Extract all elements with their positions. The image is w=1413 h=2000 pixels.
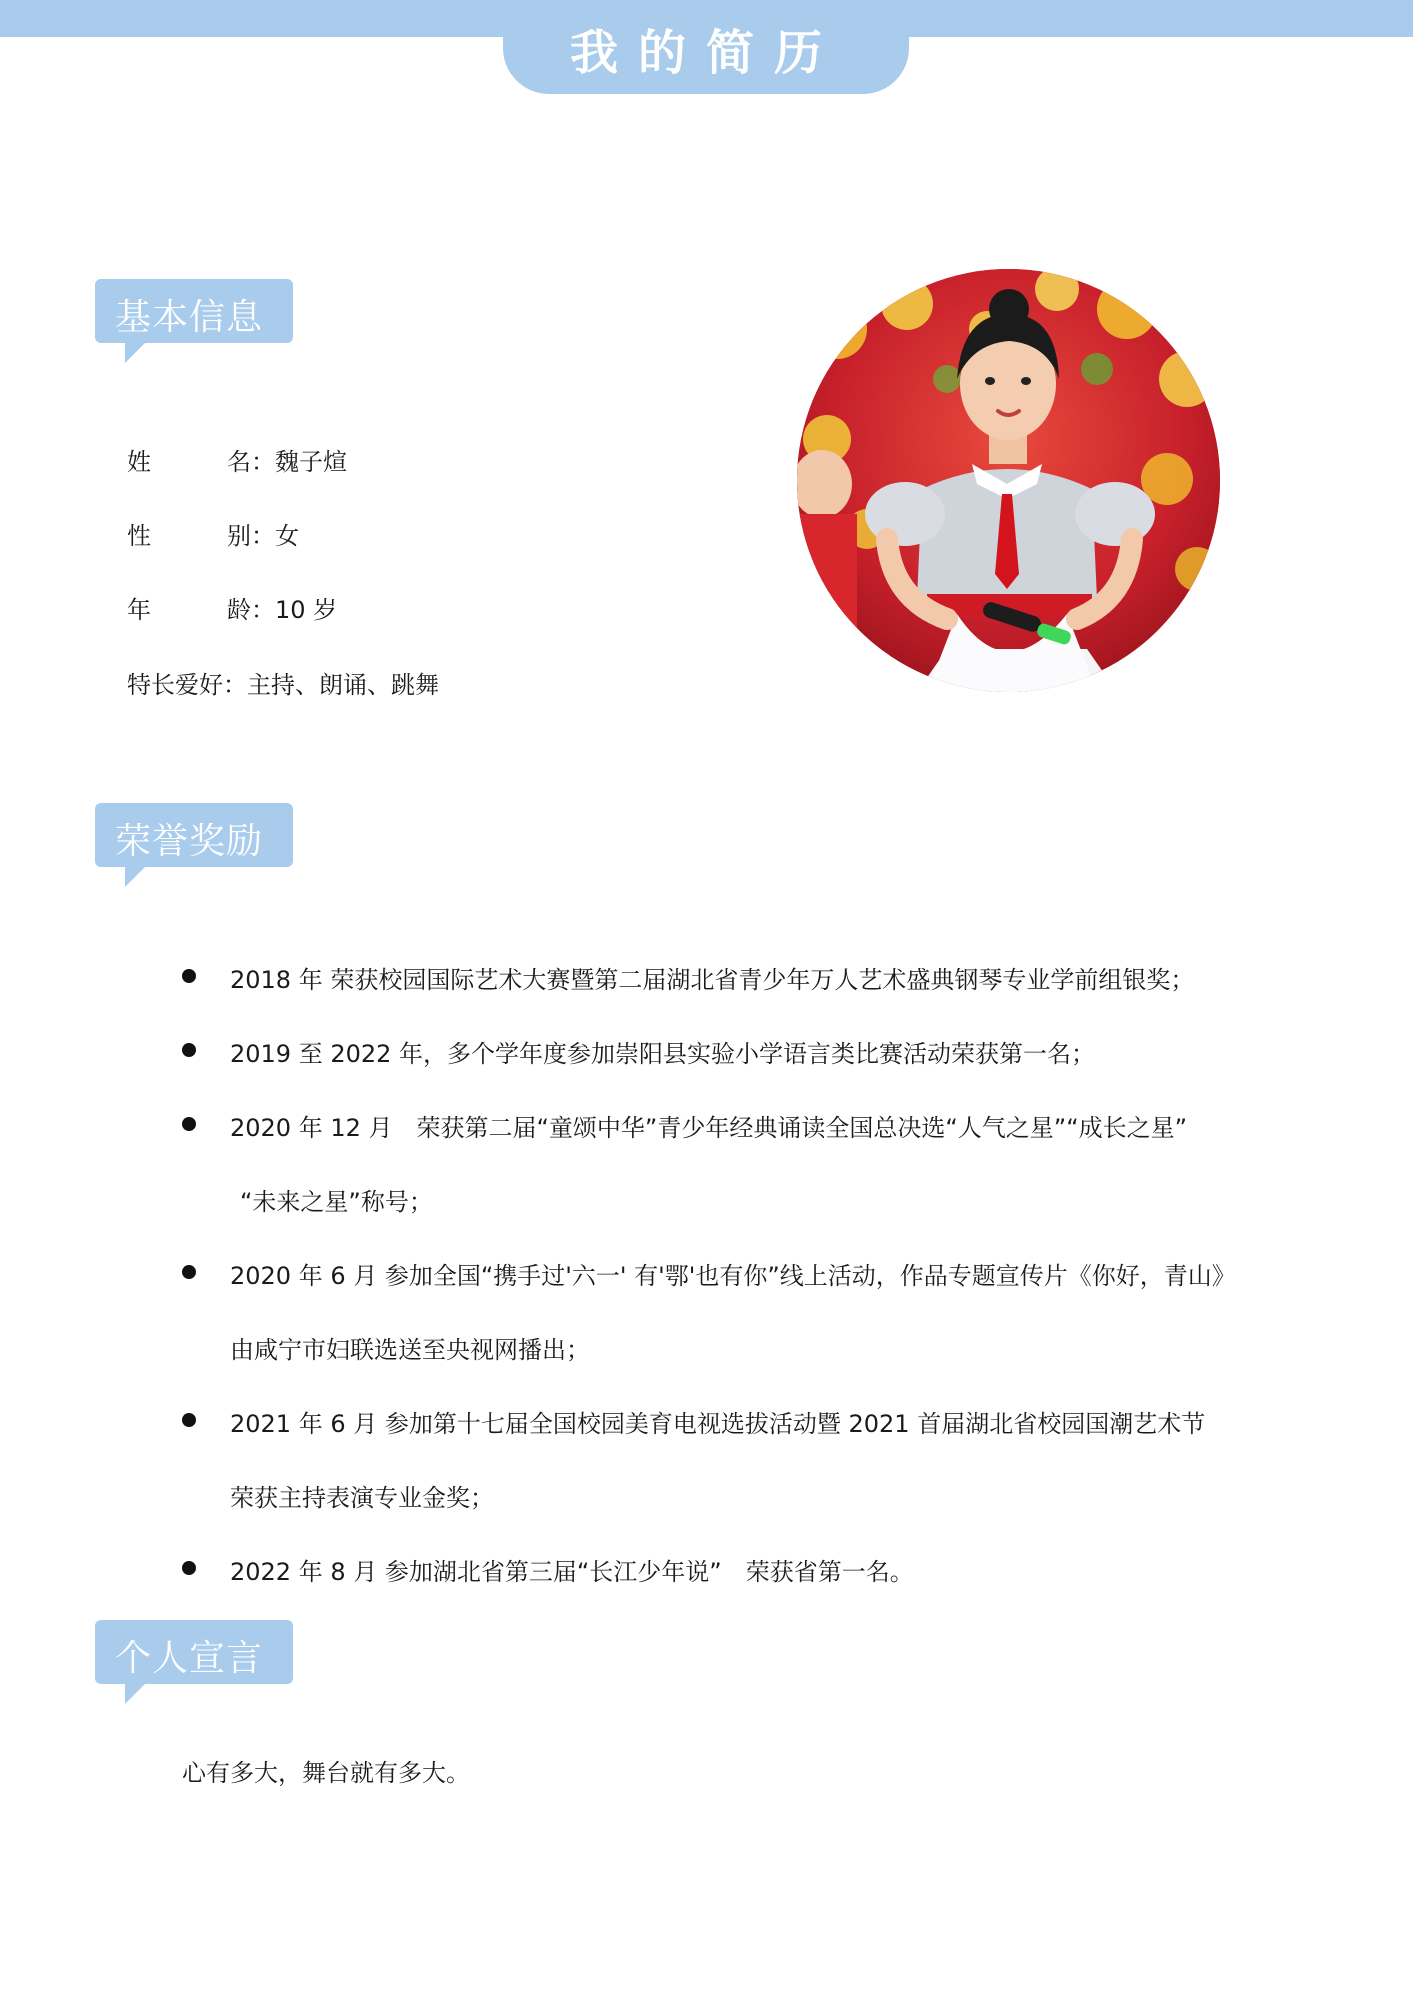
section-label-declaration: [95, 1620, 293, 1684]
age-label-b: 龄：: [227, 596, 275, 624]
motto-text: 心有多大，舞台就有多大。: [182, 1759, 470, 1787]
gender-label-a: 性: [127, 522, 151, 550]
bullet-icon: [182, 1413, 196, 1427]
info-row-name: [127, 442, 347, 477]
award-item-continued: “未来之星”称号；: [240, 1188, 433, 1216]
info-row-age: [127, 590, 337, 625]
section-label-basic: [95, 279, 293, 343]
gender-value: 女: [275, 522, 299, 550]
section-title-declaration: 个人宣言: [115, 1638, 264, 1679]
name-value: 魏子煊: [275, 448, 347, 476]
profile-photo: [797, 269, 1220, 692]
page-title: 我的简历: [569, 25, 842, 81]
award-item: 2018 年 荣获校园国际艺术大赛暨第二届湖北省青少年万人艺术盛典钢琴专业学前组银奖；: [230, 966, 1195, 994]
bullet-icon: [182, 1561, 196, 1575]
bullet-icon: [182, 1043, 196, 1057]
hobby-label: 特长爱好：: [127, 671, 247, 699]
age-value: 10 岁: [275, 596, 338, 624]
award-item: 2020 年 6 月 参加全国“携手过'六一' 有'鄂'也有你”线上活动，作品专题宣传片《你好，青山》: [230, 1262, 1236, 1290]
label-bubble-tail: [125, 867, 145, 887]
bullet-icon: [182, 969, 196, 983]
name-label-a: 姓: [127, 448, 151, 476]
award-item: 2019 至 2022 年，多个学年度参加崇阳县实验小学语言类比赛活动荣获第一名；: [230, 1040, 1096, 1068]
section-title-honors: 荣誉奖励: [115, 821, 264, 862]
hobby-value: 主持、朗诵、跳舞: [247, 671, 439, 699]
award-item: 2022 年 8 月 参加湖北省第三届“长江少年说” 荣获省第一名。: [230, 1558, 914, 1586]
award-item: 2021 年 6 月 参加第十七届全国校园美育电视选拔活动暨 2021 首届湖北省校园国潮艺术节: [230, 1410, 1206, 1438]
section-title-basic: 基本信息: [115, 297, 264, 338]
name-label-b: 名：: [227, 448, 275, 476]
label-bubble-tail: [125, 1684, 145, 1704]
info-row-hobby: [127, 665, 439, 700]
section-label-honors: [95, 803, 293, 867]
age-label-a: 年: [127, 596, 151, 624]
bullet-icon: [182, 1117, 196, 1131]
gender-label-b: 别：: [227, 522, 275, 550]
bullet-icon: [182, 1265, 196, 1279]
award-item: 2020 年 12 月 荣获第二届“童颂中华”青少年经典诵读全国总决选“人气之星”“成长之星”: [230, 1114, 1188, 1142]
award-item-continued: 由咸宁市妇联选送至央视网播出；: [230, 1336, 590, 1364]
profile-photo-illustration: [797, 269, 1220, 692]
award-item-continued: 荣获主持表演专业金奖；: [230, 1484, 494, 1512]
info-row-gender: [127, 516, 299, 551]
label-bubble-tail: [125, 343, 145, 363]
